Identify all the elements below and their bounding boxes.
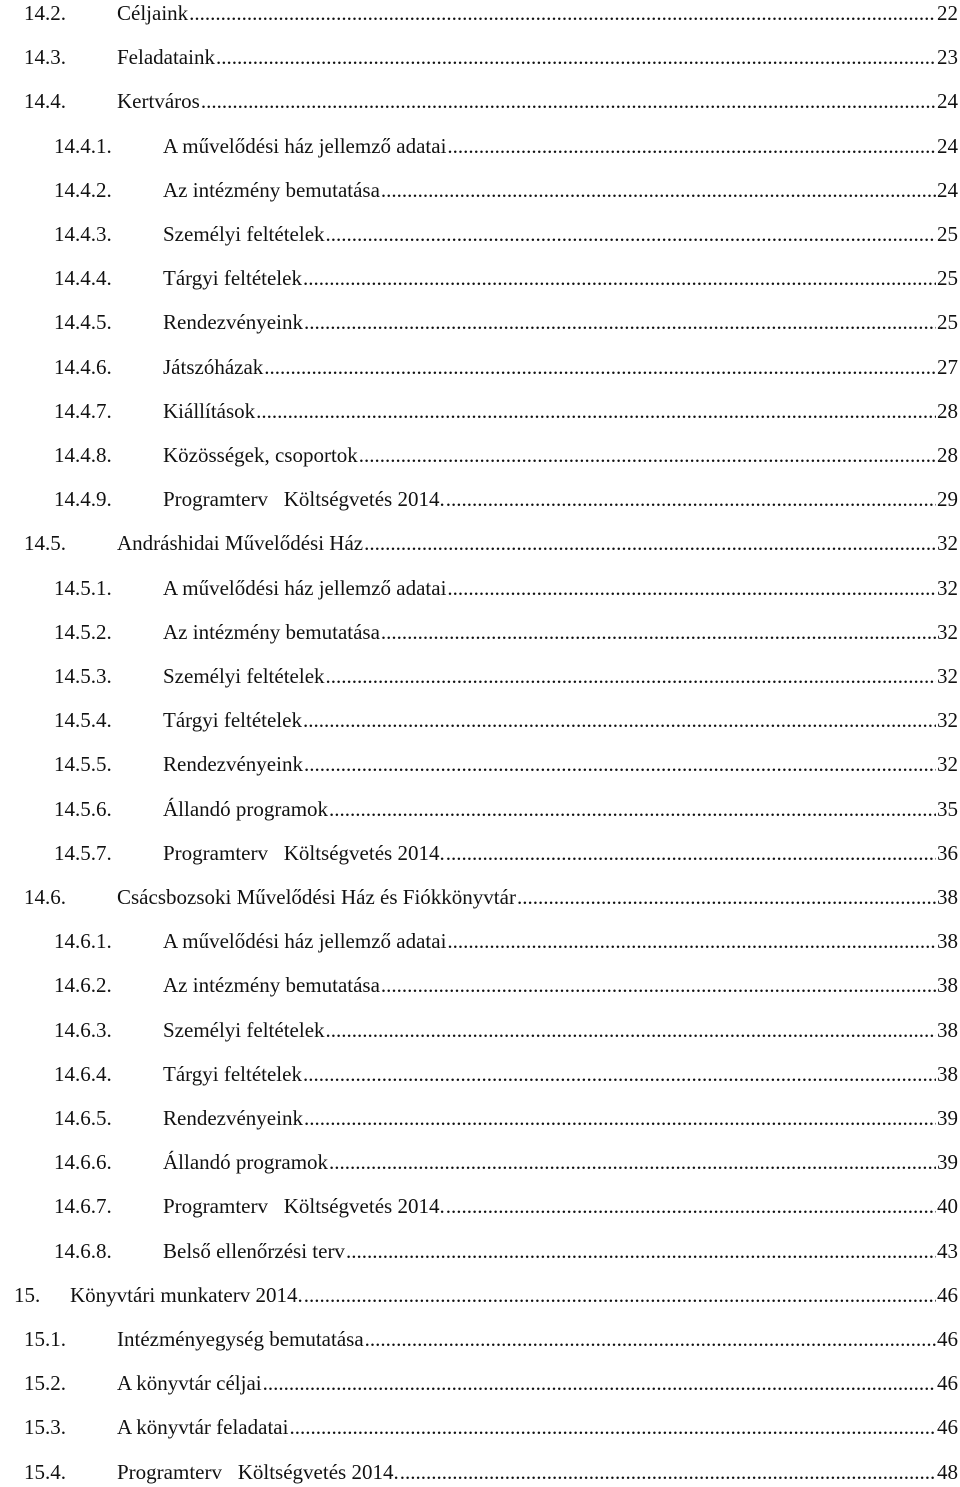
dot-leader	[256, 396, 936, 426]
toc-entry[interactable]	[0, 1147, 960, 1177]
toc-entry-title: A művelődési ház jellemző adatai	[163, 929, 447, 954]
toc-entry-page-number: 36	[937, 840, 958, 865]
toc-entry-page-number: 25	[937, 310, 958, 335]
toc-entry-page-number: 39	[937, 1106, 958, 1130]
toc-entry-title: Könyvtári munkaterv 2014.	[70, 1282, 303, 1307]
toc-entry[interactable]	[0, 131, 960, 161]
toc-entry-page-number: 32	[937, 575, 958, 600]
toc-entry-page-number: 48	[937, 1459, 958, 1484]
toc-entry-title: Személyi feltételek	[163, 1017, 325, 1042]
toc-entry-title: Tárgyi feltételek	[163, 1061, 302, 1086]
toc-entry-page-number: 46	[937, 1282, 958, 1307]
toc-entry[interactable]	[0, 1457, 960, 1487]
dot-leader	[359, 440, 936, 470]
toc-entry-body	[163, 926, 958, 956]
toc-entry-body	[163, 396, 958, 426]
toc-entry-body	[163, 970, 958, 1000]
toc-entry-page-number: 43	[937, 1238, 958, 1263]
toc-entry[interactable]	[0, 1103, 960, 1133]
toc-entry-title: Állandó programok	[163, 1150, 329, 1175]
toc-entry-body	[163, 484, 958, 514]
dot-leader	[447, 131, 936, 161]
toc-entry-body	[163, 617, 958, 647]
toc-entry[interactable]	[0, 263, 960, 293]
toc-entry-page-number: 46	[937, 1327, 958, 1351]
toc-entry-number: 14.5.7.	[54, 840, 112, 865]
toc-entry-title: A művelődési ház jellemző adatai	[163, 133, 447, 158]
toc-entry-number: 14.5.5.	[54, 752, 112, 777]
dot-leader	[264, 352, 936, 382]
toc-entry[interactable]	[0, 484, 960, 514]
dot-leader	[446, 484, 936, 514]
toc-entry-title: Programterv Költségvetés 2014.	[163, 840, 445, 865]
toc-entry-page-number: 29	[937, 487, 958, 512]
toc-entry-page-number: 39	[937, 1150, 958, 1175]
toc-entry-page-number: 38	[937, 929, 958, 954]
toc-entry[interactable]	[0, 1280, 960, 1310]
toc-entry[interactable]	[0, 573, 960, 603]
toc-entry[interactable]	[0, 440, 960, 470]
toc-entry-body	[117, 1324, 958, 1354]
toc-entry-body	[163, 1191, 958, 1221]
dot-leader	[263, 1368, 936, 1398]
toc-entry-number: 14.6.2.	[54, 973, 112, 998]
toc-entry-body	[163, 1103, 958, 1133]
toc-entry-body	[163, 661, 958, 691]
dot-leader	[346, 1236, 936, 1266]
toc-entry-page-number: 32	[937, 664, 958, 688]
dot-leader	[304, 749, 936, 779]
toc-entry[interactable]	[0, 970, 960, 1000]
dot-leader	[303, 705, 936, 735]
toc-entry-page-number: 38	[937, 1017, 958, 1042]
toc-entry-page-number: 28	[937, 443, 958, 467]
toc-entry-number: 14.4.8.	[54, 443, 112, 467]
toc-entry[interactable]	[0, 1236, 960, 1266]
dot-leader	[304, 1280, 936, 1310]
toc-entry-number: 14.5.2.	[54, 619, 112, 644]
toc-entry[interactable]	[0, 1015, 960, 1045]
toc-entry-body	[163, 749, 958, 779]
toc-entry-page-number: 35	[937, 796, 958, 821]
toc-entry[interactable]	[0, 42, 960, 72]
toc-entry-number: 14.4.6.	[54, 354, 112, 379]
dot-leader	[364, 528, 936, 558]
toc-entry-number: 14.5.4.	[54, 708, 112, 733]
dot-leader	[303, 263, 936, 293]
toc-entry-body	[117, 882, 958, 912]
toc-entry[interactable]	[0, 926, 960, 956]
toc-entry-number: 14.6.6.	[54, 1150, 112, 1175]
toc-entry-title: Az intézmény bemutatása	[163, 177, 380, 202]
toc-entry-number: 14.3.	[24, 45, 66, 70]
dot-leader	[289, 1412, 936, 1442]
toc-entry-body	[163, 352, 958, 382]
toc-entry-page-number: 24	[937, 89, 958, 114]
toc-entry-number: 14.4.9.	[54, 487, 112, 512]
dot-leader	[400, 1457, 936, 1487]
toc-entry-title: Csácsbozsoki Művelődési Ház és Fiókkönyvtár	[117, 885, 516, 909]
toc-entry-number: 15.4.	[24, 1459, 66, 1484]
toc-entry[interactable]	[0, 661, 960, 691]
toc-entry-number: 14.4.7.	[54, 398, 112, 423]
toc-entry-page-number: 23	[937, 45, 958, 70]
toc-entry-body	[163, 131, 958, 161]
toc-entry-number: 14.4.4.	[54, 266, 112, 291]
toc-entry-page-number: 24	[937, 177, 958, 202]
toc-entry-title: A könyvtár céljai	[117, 1371, 262, 1396]
toc-entry[interactable]	[0, 1191, 960, 1221]
toc-entry-body	[163, 263, 958, 293]
toc-entry-number: 14.4.	[24, 89, 66, 114]
toc-entry-title: Céljaink	[117, 1, 189, 25]
toc-entry[interactable]	[0, 528, 960, 558]
toc-entry-body	[117, 86, 958, 116]
toc-entry-body	[117, 528, 958, 558]
toc-entry[interactable]	[0, 396, 960, 426]
toc-entry-title: A művelődési ház jellemző adatai	[163, 575, 447, 600]
toc-entry-number: 14.6.1.	[54, 929, 112, 954]
dot-leader	[381, 970, 936, 1000]
toc-entry-title: Kertváros	[117, 89, 200, 114]
toc-entry-number: 14.4.2.	[54, 177, 112, 202]
toc-entry[interactable]	[0, 175, 960, 205]
dot-leader	[381, 175, 936, 205]
toc-entry-number: 15.3.	[24, 1415, 66, 1440]
toc-entry[interactable]	[0, 749, 960, 779]
dot-leader	[303, 1059, 936, 1089]
toc-entry-title: Játszóházak	[163, 354, 264, 379]
toc-entry[interactable]	[0, 1412, 960, 1442]
toc-entry-number: 14.6.7.	[54, 1194, 112, 1219]
toc-entry-page-number: 25	[937, 266, 958, 291]
toc-entry-body	[163, 1015, 958, 1045]
toc-entry-number: 15.2.	[24, 1371, 66, 1396]
toc-entry[interactable]	[0, 219, 960, 249]
dot-leader	[381, 617, 936, 647]
toc-entry-title: Programterv Költségvetés 2014.	[163, 487, 445, 512]
toc-entry-number: 14.4.1.	[54, 133, 112, 158]
toc-entry-page-number: 22	[937, 1, 958, 25]
toc-entry-page-number: 28	[937, 398, 958, 423]
toc-entry-title: Személyi feltételek	[163, 664, 325, 688]
toc-entry-page-number: 46	[937, 1371, 958, 1396]
toc-entry-body	[117, 1457, 958, 1487]
dot-leader	[446, 838, 936, 868]
toc-entry-page-number: 27	[937, 354, 958, 379]
toc-entry[interactable]	[0, 1059, 960, 1089]
toc-entry-title: Belső ellenőrzési terv	[163, 1238, 345, 1263]
toc-entry-body	[117, 1368, 958, 1398]
toc-entry-title: Közösségek, csoportok	[163, 443, 358, 467]
toc-entry-body	[163, 838, 958, 868]
toc-entry-title: Rendezvényeink	[163, 1106, 303, 1130]
toc-entry-number: 14.5.1.	[54, 575, 112, 600]
toc-entry[interactable]	[0, 352, 960, 382]
toc-entry-number: 14.5.3.	[54, 664, 112, 688]
toc-entry-title: A könyvtár feladatai	[117, 1415, 289, 1440]
toc-entry-body	[163, 1147, 958, 1177]
toc-entry-title: Kiállítások	[163, 398, 256, 423]
toc-entry[interactable]	[0, 86, 960, 116]
toc-entry[interactable]	[0, 1324, 960, 1354]
dot-leader	[329, 794, 936, 824]
toc-entry-body	[163, 794, 958, 824]
dot-leader	[365, 1324, 936, 1354]
toc-entry-page-number: 32	[937, 708, 958, 733]
toc-entry-page-number: 46	[937, 1415, 958, 1440]
toc-entry-number: 14.6.3.	[54, 1017, 112, 1042]
dot-leader	[201, 86, 936, 116]
toc-entry-title: Tárgyi feltételek	[163, 266, 302, 291]
toc-entry-title: Intézményegység bemutatása	[117, 1327, 364, 1351]
toc-entry-title: Feladataink	[117, 45, 215, 70]
toc-entry-body	[70, 1280, 958, 1310]
toc-entry-page-number: 32	[937, 531, 958, 556]
toc-entry-number: 14.5.6.	[54, 796, 112, 821]
dot-leader	[304, 307, 936, 337]
toc-entry-title: Andráshidai Művelődési Ház	[117, 531, 364, 556]
dot-leader	[446, 1191, 936, 1221]
toc-entry-page-number: 25	[937, 222, 958, 246]
toc-entry-title: Személyi feltételek	[163, 222, 325, 246]
toc-entry-body	[163, 573, 958, 603]
dot-leader	[304, 1103, 936, 1133]
toc-entry-title: Tárgyi feltételek	[163, 708, 302, 733]
toc-entry-body	[163, 175, 958, 205]
toc-entry[interactable]	[0, 1368, 960, 1398]
toc-entry-number: 14.2.	[24, 1, 66, 25]
toc-entry[interactable]	[0, 617, 960, 647]
toc-entry[interactable]	[0, 307, 960, 337]
toc-entry-page-number: 40	[937, 1194, 958, 1219]
toc-entry-number: 14.6.4.	[54, 1061, 112, 1086]
toc-entry-number: 14.4.3.	[54, 222, 112, 246]
toc-entry-title: Az intézmény bemutatása	[163, 619, 380, 644]
dot-leader	[447, 926, 936, 956]
dot-leader	[326, 661, 936, 691]
toc-entry[interactable]	[0, 705, 960, 735]
toc-entry-body	[163, 307, 958, 337]
toc-entry-body	[163, 219, 958, 249]
toc-entry-body	[163, 1059, 958, 1089]
dot-leader	[517, 882, 936, 912]
dot-leader	[329, 1147, 936, 1177]
toc-entry-title: Állandó programok	[163, 796, 329, 821]
dot-leader	[189, 0, 936, 28]
dot-leader	[216, 42, 936, 72]
toc-entry-body	[117, 42, 958, 72]
toc-entry[interactable]	[0, 794, 960, 824]
toc-entry[interactable]	[0, 838, 960, 868]
toc-entry-title: Programterv Költségvetés 2014.	[117, 1459, 399, 1484]
toc-entry-page-number: 38	[937, 973, 958, 998]
toc-entry-number: 14.6.5.	[54, 1106, 112, 1130]
toc-entry-number: 14.6.8.	[54, 1238, 112, 1263]
toc-entry-page-number: 38	[937, 1061, 958, 1086]
dot-leader	[447, 573, 936, 603]
toc-entry-number: 14.4.5.	[54, 310, 112, 335]
toc-entry-number: 15.	[14, 1282, 41, 1307]
toc-entry-body	[163, 705, 958, 735]
toc-entry-page-number: 38	[937, 885, 958, 909]
toc-entry-title: Rendezvényeink	[163, 752, 303, 777]
toc-entry-number: 14.5.	[24, 531, 66, 556]
toc-entry-body	[163, 1236, 958, 1266]
toc-entry-title: Programterv Költségvetés 2014.	[163, 1194, 445, 1219]
toc-entry[interactable]	[0, 882, 960, 912]
toc-entry-page-number: 32	[937, 752, 958, 777]
toc-entry-page-number: 32	[937, 619, 958, 644]
toc-entry-title: Rendezvényeink	[163, 310, 303, 335]
toc-entry-title: Az intézmény bemutatása	[163, 973, 380, 998]
toc-entry-body	[163, 440, 958, 470]
toc-entry-page-number: 24	[937, 133, 958, 158]
toc-entry-number: 15.1.	[24, 1327, 66, 1351]
dot-leader	[326, 1015, 936, 1045]
toc-entry-number: 14.6.	[24, 885, 66, 909]
toc-entry-body	[117, 0, 958, 28]
toc-entry-body	[117, 1412, 958, 1442]
dot-leader	[326, 219, 936, 249]
toc-entry[interactable]	[0, 0, 960, 28]
